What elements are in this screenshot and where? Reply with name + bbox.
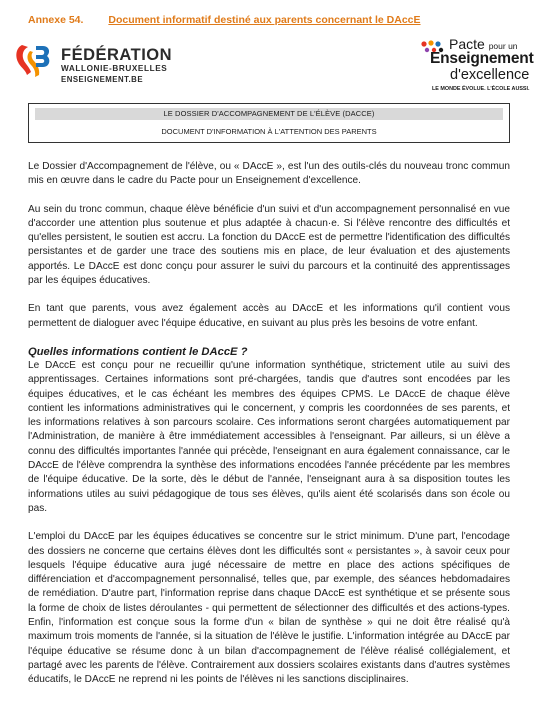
document-body bbox=[28, 160, 510, 688]
box-title-line-1: LE DOSSIER D'ACCOMPAGNEMENT DE L'ÉLÈVE (DACCE) bbox=[163, 109, 375, 118]
paragraph-intro: Le Dossier d'Accompagnement de l'élève, ou « DAccE », est l'un des outils-clés du nouveau tronc commun mis en œuvre dans le cadre du Pacte pour un Enseignement d'excellence. bbox=[28, 161, 510, 187]
document-title-box bbox=[28, 103, 510, 143]
spacer bbox=[28, 516, 510, 530]
paragraph-parents: En tant que parents, vous avez également accès au DAccE et les informations qu'il contient vous permettent de dialoguer avec l'équipe éducative, en suivant au plus près les besoins de votre enfant. bbox=[28, 303, 510, 329]
fwb-emblem-icon bbox=[14, 42, 52, 80]
box-title-line-2: DOCUMENT D'INFORMATION À L'ATTENTION DES PARENTS bbox=[161, 127, 377, 136]
section-heading: Quelles informations contient le DAccE ? bbox=[28, 345, 248, 358]
pacte-logo bbox=[420, 36, 535, 96]
pacte-word-1-small: pour un bbox=[488, 41, 518, 51]
pacte-line-3: d'excellence bbox=[450, 67, 530, 83]
fwb-line-2: WALLONIE-BRUXELLES bbox=[61, 64, 168, 73]
pacte-tagline: LE MONDE ÉVOLUE. L'ÉCOLE AUSSI. bbox=[432, 86, 530, 92]
spacer bbox=[28, 189, 510, 203]
fwb-line-1: FÉDÉRATION bbox=[61, 46, 173, 64]
spacer bbox=[28, 331, 510, 345]
pacte-line-2: Enseignement bbox=[430, 50, 534, 67]
paragraph-emploi: L'emploi du DAccE par les équipes éducatives se concentre sur le strict minimum. D'une part, l'encodage des dossiers ne concerne que certains élèves dont les difficultés sont « persistantes », à savoir ceux pour lesquels l'équipe éducative aura jugé nécessaire de mettre en place des actions spécifiques de différenciation et d'accompagnement personnalisé, telles que, par exemple, des séances hebdomadaires de remédiation. D'autre part, l'information reprise dans chaque DAccE est synthétique et se présente sous la forme de choix de listes déroulantes - qui permettent de sélectionner des difficultés et des actions-types. Enfin, l'information est conçue sous la forme d'un « bilan de synthèse » qui ne doit être réalisé qu'à maximum trois moments de l'année, si la situation de l'élève le justifie. L'information intégrée au DAccE par l'équipe éducative se résume donc à un bilan d'accompagnement de l'élève réalisé collégialement, et partagé avec les parents de l'élève. Contrairement aux dossiers scolaires existants dans d'autres systèmes éducatifs, le DAccE ne reprend ni les points de l'élèves ni les sanctions disciplinaires. bbox=[28, 531, 510, 686]
spacer bbox=[28, 288, 510, 302]
annex-title: Document informatif destiné aux parents concernant le DAccE bbox=[108, 14, 421, 26]
annex-number: Annexe 54. bbox=[28, 14, 84, 26]
fwb-line-3: ENSEIGNEMENT.BE bbox=[61, 75, 144, 84]
fwb-wordmark bbox=[61, 46, 172, 86]
fwb-logo bbox=[14, 42, 174, 92]
paragraph-informations: Le DAccE est conçu pour ne recueillir qu'une information synthétique, strictement utile au suivi des apprentissages. Certaines informations sont pré-chargées, tandis que d'autres sont encodées par les équipes éducatives, et le cas échéant les membres des équipes CPMS. Le DAccE de chaque élève contient les informations administratives qui le concernent, y compris les coordonnées de ses parents, et les informations relatives à son parcours scolaire. Ces informations seront chargées automatiquement par l'Administration, de manière à être immédiatement accessibles à l'enseignant. Par ailleurs, si un élève a connu des difficultés importantes l'année qui précède, l'enseignant en aura également connaissance, car le DAccE de l'élève comprendra la synthèse des informations encodées l'année précédente par les membres de l'équipe éducative. De la sorte, dès le début de l'année, l'enseignant aura à sa disposition toutes les informations utiles au suivi pédagogique de tous ses élèves, qu'ils aient été scolarisés dans son école ou pas. bbox=[28, 359, 510, 514]
paragraph-tronc-commun: Au sein du tronc commun, chaque élève bénéficie d'un suivi et d'un accompagnement personnalisé en vue d'accorder une attention plus soutenue et plus adaptée à chacun·e. Si l'élève rencontre des difficultés et qu'elles persistent, le soutien est accru. La fonction du DAccE est de permettre l'identification des difficultés persistantes et de garder une trace des soutiens mis en place, de leur évaluation et des ajustements apportés. Le DAccE est donc conçu pour assurer le suivi du parcours et la continuité des apprentissages par les équipes éducatives. bbox=[28, 203, 510, 287]
annex-header bbox=[28, 14, 421, 26]
pacte-word-1: Pacte bbox=[449, 36, 485, 52]
